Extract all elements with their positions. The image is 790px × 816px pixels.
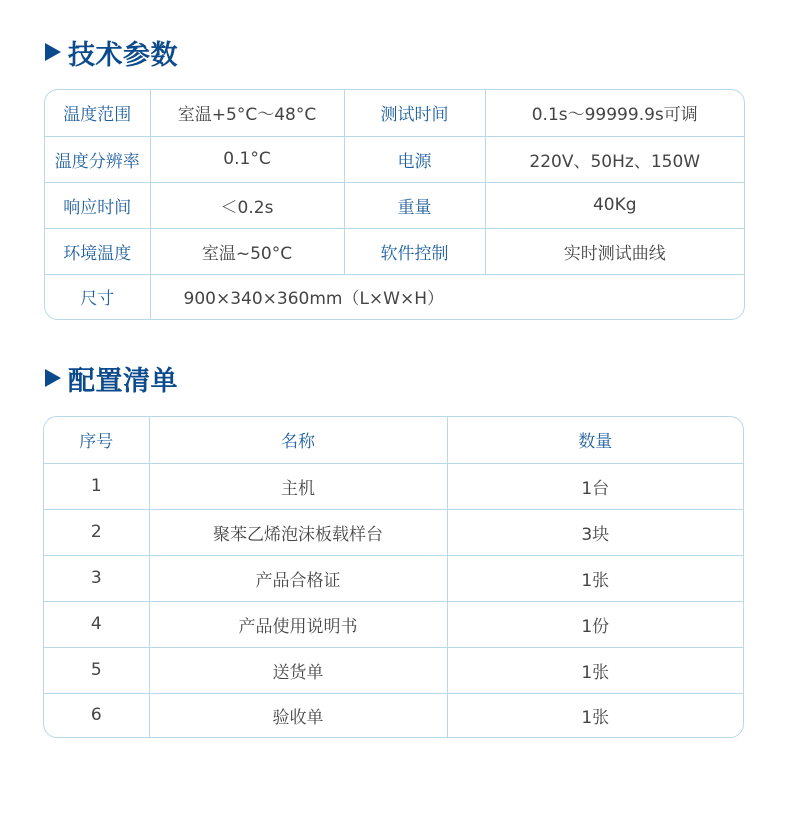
specs-row [45, 228, 744, 274]
row-index: 1 [44, 463, 149, 509]
spec-value: 0.1°C [150, 136, 344, 182]
spec-value: 220V、50Hz、150W [485, 136, 744, 182]
triangle-bullet-icon [45, 43, 61, 61]
spec-label: 测试时间 [344, 90, 485, 136]
triangle-bullet-icon [45, 369, 61, 387]
spec-value: ＜0.2s [150, 182, 344, 228]
row-name: 产品合格证 [149, 555, 447, 601]
table-row [44, 509, 743, 555]
row-qty: 3块 [447, 509, 743, 555]
row-index: 3 [44, 555, 149, 601]
row-name: 验收单 [149, 693, 447, 737]
spec-label: 软件控制 [344, 228, 485, 274]
row-name: 产品使用说明书 [149, 601, 447, 647]
spec-label: 温度分辨率 [45, 136, 150, 182]
spec-label: 尺寸 [45, 274, 150, 319]
spec-value: 40Kg [485, 182, 744, 228]
table-row [44, 601, 743, 647]
row-name: 送货单 [149, 647, 447, 693]
column-header-index: 序号 [44, 417, 149, 463]
row-index: 4 [44, 601, 149, 647]
specs-title-text: 技术参数 [68, 39, 178, 71]
specs-section-title [45, 34, 178, 70]
spec-value: 0.1s～99999.9s可调 [485, 90, 744, 136]
row-index: 6 [44, 693, 149, 737]
column-header-qty: 数量 [447, 417, 743, 463]
spec-value: 实时测试曲线 [485, 228, 744, 274]
row-qty: 1张 [447, 647, 743, 693]
spec-label: 温度范围 [45, 90, 150, 136]
spec-label: 电源 [344, 136, 485, 182]
specs-row [45, 136, 744, 182]
spec-value: 室温~50°C [150, 228, 344, 274]
row-qty: 1份 [447, 601, 743, 647]
row-index: 2 [44, 509, 149, 555]
table-row [44, 463, 743, 509]
config-header-row [44, 417, 743, 463]
spec-value: 室温+5°C～48°C [150, 90, 344, 136]
config-table [43, 416, 744, 738]
specs-row [45, 274, 744, 319]
row-name: 主机 [149, 463, 447, 509]
spec-label: 响应时间 [45, 182, 150, 228]
spec-label: 重量 [344, 182, 485, 228]
config-title-text: 配置清单 [68, 365, 178, 397]
config-section-title [45, 360, 178, 396]
table-row [44, 647, 743, 693]
spec-value: 900×340×360mm（L×W×H） [150, 274, 744, 319]
row-qty: 1张 [447, 555, 743, 601]
spec-label: 环境温度 [45, 228, 150, 274]
specs-row [45, 182, 744, 228]
row-index: 5 [44, 647, 149, 693]
table-row [44, 693, 743, 737]
specs-table [44, 89, 745, 320]
specs-row [45, 90, 744, 136]
row-name: 聚苯乙烯泡沫板载样台 [149, 509, 447, 555]
row-qty: 1台 [447, 463, 743, 509]
table-row [44, 555, 743, 601]
column-header-name: 名称 [149, 417, 447, 463]
row-qty: 1张 [447, 693, 743, 737]
